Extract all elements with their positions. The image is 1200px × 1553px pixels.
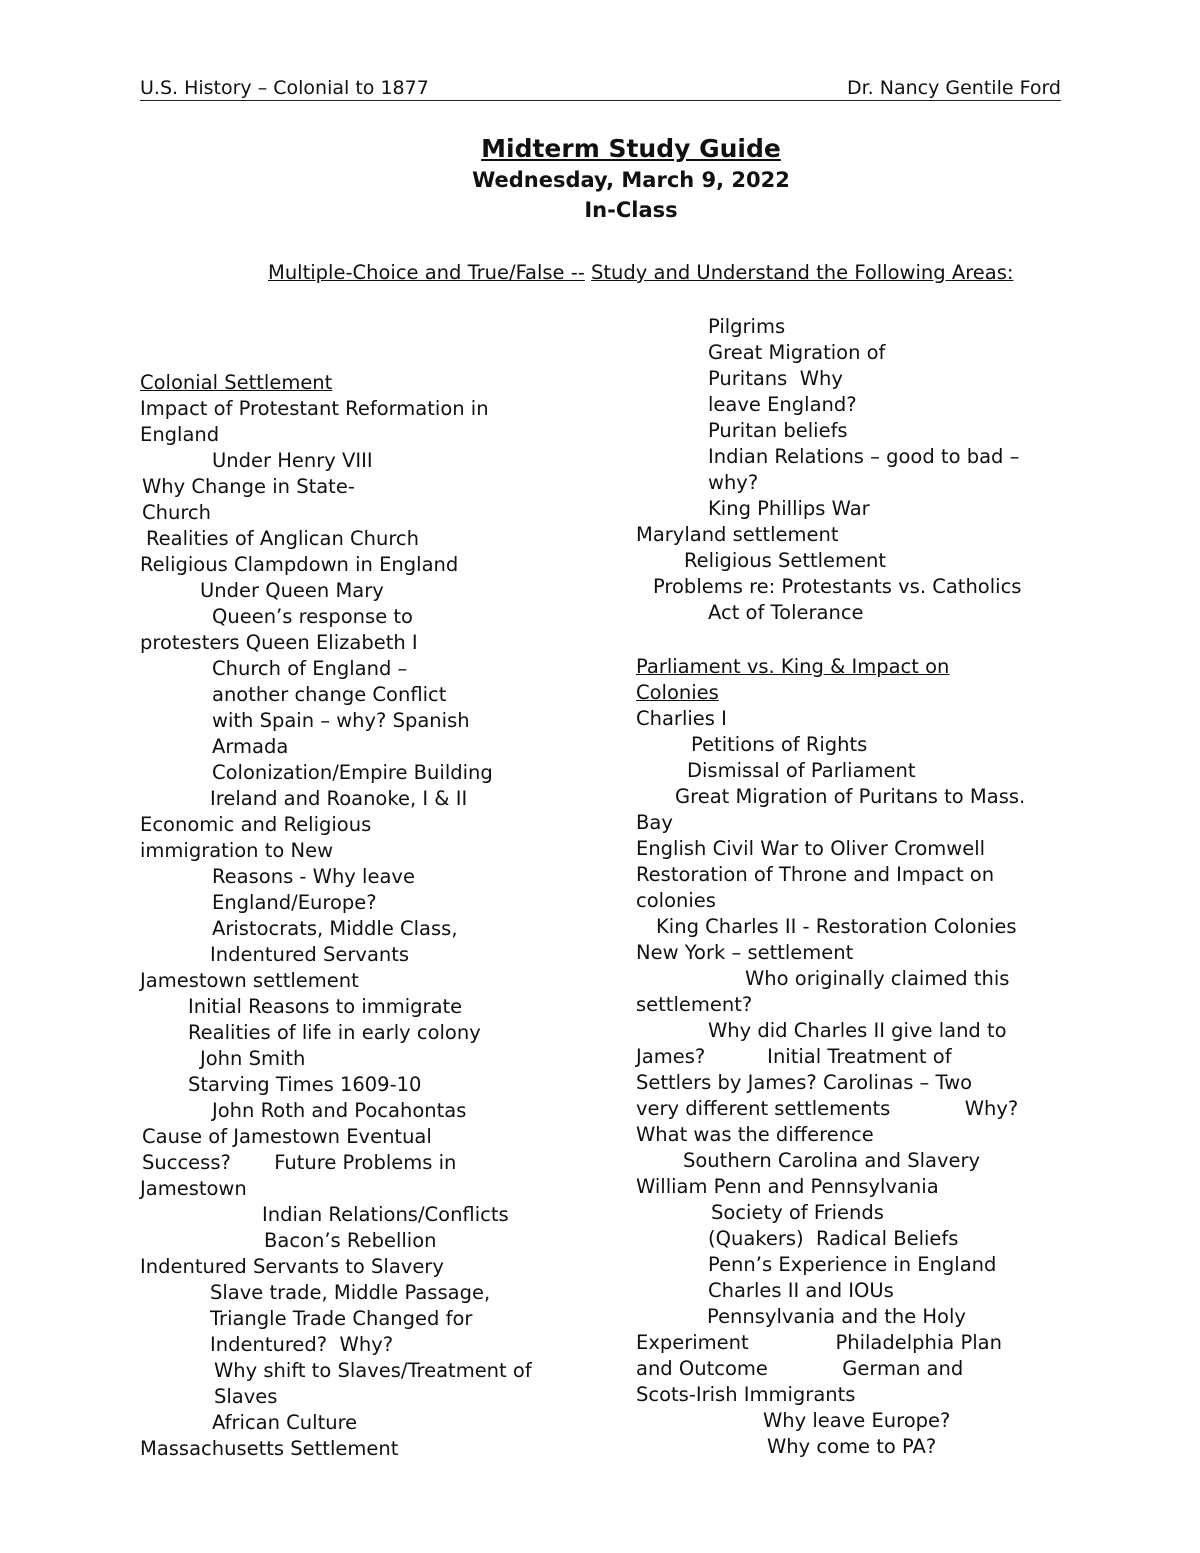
right-study-item: Dismissal of Parliament (687, 759, 916, 782)
left-study-item: Queen’s response to (212, 605, 413, 628)
right-study-item: colonies (636, 889, 716, 912)
left-study-item: immigration to New (140, 839, 334, 862)
left-study-item: another change Conflict (212, 683, 447, 706)
left-study-item: Economic and Religious (140, 813, 372, 836)
right-section-heading: Colonies (636, 681, 719, 704)
left-study-item: Colonization/Empire Building (212, 761, 493, 784)
left-study-item: Ireland and Roanoke, I & II (210, 787, 468, 810)
right-section-heading: Parliament vs. King & Impact on (636, 655, 950, 678)
right-study-item: Why did Charles II give land to (708, 1019, 1007, 1042)
right-study-item: Settlers by James? Carolinas – Two (636, 1071, 973, 1094)
right-study-item: Charlies I (636, 707, 727, 730)
left-study-item: Indian Relations/Conflicts (262, 1203, 509, 1226)
right-study-item: Pennsylvania and the Holy (707, 1305, 966, 1328)
right-study-item: Religious Settlement (684, 549, 887, 572)
left-study-item: Aristocrats, Middle Class, (212, 917, 458, 940)
left-study-item: Impact of Protestant Reformation in (140, 397, 489, 420)
exam-location: In-Class (584, 198, 678, 222)
left-study-item: with Spain – why? Spanish (212, 709, 470, 732)
instructor-name: Dr. Nancy Gentile Ford (846, 77, 1061, 99)
left-study-item: Realities of Anglican Church (146, 527, 420, 550)
right-study-item: King Phillips War (708, 497, 870, 520)
left-study-item: Reasons - Why leave (212, 865, 415, 888)
intro-instructions (268, 258, 1058, 287)
course-title: U.S. History – Colonial to 1877 (140, 77, 429, 99)
left-study-item: African Culture (212, 1411, 358, 1434)
right-study-item: Puritans Why (708, 367, 843, 390)
left-study-item: Cause of Jamestown Eventual (142, 1125, 432, 1148)
left-study-item: England/Europe? (212, 891, 377, 914)
left-study-item: John Smith (200, 1047, 306, 1070)
study-instruction: Study and Understand the Following Areas: (591, 261, 1014, 284)
left-study-item: John Roth and Pocahontas (212, 1099, 467, 1122)
right-study-item: Experiment Philadelphia Plan (636, 1331, 1002, 1354)
left-study-item: Jamestown (140, 1177, 247, 1200)
right-study-item: Problems re: Protestants vs. Catholics (653, 575, 1022, 598)
left-study-item: Slaves (214, 1385, 278, 1408)
right-study-item: Pilgrims (708, 315, 786, 338)
page-title: Midterm Study Guide (481, 134, 781, 163)
exam-date: Wednesday, March 9, 2022 (472, 168, 790, 192)
right-study-item: Why leave Europe? (763, 1409, 951, 1432)
left-study-item: Under Queen Mary (200, 579, 384, 602)
right-study-item: Who originally claimed this (745, 967, 1010, 990)
left-study-item: Initial Reasons to immigrate (188, 995, 463, 1018)
right-study-item: why? (708, 471, 759, 494)
left-study-item: Bacon’s Rebellion (264, 1229, 437, 1252)
right-study-item: Great Migration of (708, 341, 886, 364)
right-study-item: very different settlements Why? (636, 1097, 1019, 1120)
left-study-item: Slave trade, Middle Passage, (210, 1281, 491, 1304)
page-header (140, 76, 1061, 101)
left-study-item: Jamestown settlement (140, 969, 359, 992)
left-study-item: Why Change in State- (142, 475, 355, 498)
right-study-item: Scots-Irish Immigrants (636, 1383, 856, 1406)
right-study-item: Act of Tolerance (708, 601, 864, 624)
right-study-item: Charles II and IOUs (708, 1279, 894, 1302)
left-study-item: Success? Future Problems in (142, 1151, 457, 1174)
left-study-item: Indentured Servants (210, 943, 410, 966)
left-study-item: Triangle Trade Changed for (210, 1307, 473, 1330)
right-study-item: Why come to PA? (767, 1435, 937, 1458)
left-study-item: Indentured? Why? (210, 1333, 394, 1356)
left-study-item: Indentured Servants to Slavery (140, 1255, 444, 1278)
right-study-item: Southern Carolina and Slavery (683, 1149, 981, 1172)
left-study-item: protesters Queen Elizabeth I (140, 631, 418, 654)
right-study-item: Bay (636, 811, 673, 834)
right-study-item: settlement? (636, 993, 753, 1016)
left-study-item: Armada (212, 735, 289, 758)
left-study-item: Under Henry VIII (212, 449, 373, 472)
left-section-heading: Colonial Settlement (140, 371, 333, 394)
right-study-item: and Outcome German and (636, 1357, 964, 1380)
right-study-item: William Penn and Pennsylvania (636, 1175, 939, 1198)
right-study-item: Restoration of Throne and Impact on (636, 863, 995, 886)
left-study-item: Realities of life in early colony (188, 1021, 481, 1044)
left-study-item: England (140, 423, 220, 446)
right-study-item: Penn’s Experience in England (708, 1253, 997, 1276)
right-study-item: Society of Friends (711, 1201, 884, 1224)
right-study-item: Petitions of Rights (691, 733, 868, 756)
right-study-item: leave England? (708, 393, 857, 416)
left-study-item: Church of England – (212, 657, 408, 680)
question-types: Multiple-Choice and True/False -- (268, 261, 585, 284)
right-study-item: English Civil War to Oliver Cromwell (636, 837, 986, 860)
right-study-item: James? Initial Treatment of (636, 1045, 952, 1068)
right-study-item: Indian Relations – good to bad – (708, 445, 1020, 468)
right-study-item: Maryland settlement (636, 523, 839, 546)
right-study-item: What was the difference (636, 1123, 874, 1146)
right-study-item: (Quakers) Radical Beliefs (708, 1227, 959, 1250)
left-study-item: Religious Clampdown in England (140, 553, 459, 576)
right-study-item: New York – settlement (636, 941, 854, 964)
right-study-item: Great Migration of Puritans to Mass. (675, 785, 1026, 808)
left-study-item: Starving Times 1609-10 (188, 1073, 422, 1096)
left-study-item: Church (142, 501, 212, 524)
right-study-item: King Charles II - Restoration Colonies (656, 915, 1017, 938)
left-study-item: Massachusetts Settlement (140, 1437, 399, 1460)
left-study-item: Why shift to Slaves/Treatment of (214, 1359, 532, 1382)
right-study-item: Puritan beliefs (708, 419, 848, 442)
